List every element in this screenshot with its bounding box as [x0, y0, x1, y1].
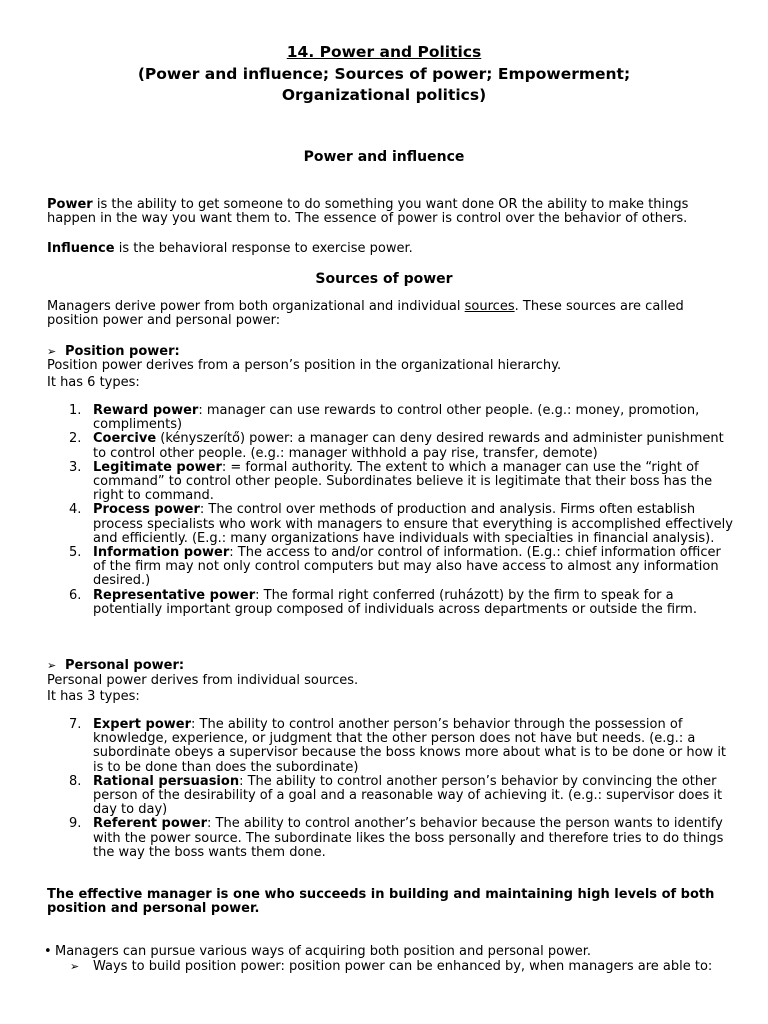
list-item-text: : The formal right conferred (ruházott) by the firm to speak for a potentially important group composed of individuals across departments or outside the firm. — [93, 587, 697, 617]
position-power-list — [47, 404, 737, 617]
arrow-bullet-icon: ➢ — [70, 960, 80, 973]
list-item-text: : The access to and/or control of information. (E.g.: chief information officer of the firm may not only control computers but may also have access to almost any information desired.) — [93, 545, 721, 589]
list-item-text: : = formal authority. The extent to which a manager can use the “right of command” to control other people. Subordinates believe it is legitimate that their boss has the right to command. — [93, 459, 713, 504]
list-item — [47, 404, 737, 432]
power-text: is the ability to get someone to do something you want done OR the ability to make things happen in the way you want them to. The essence of power is control over the behavior of others. — [47, 197, 689, 227]
sub-bullet-item-text: Ways to build position power: position power can be enhanced by, when managers are able to: — [93, 959, 713, 974]
arrow-bullet-icon: ➢ — [47, 345, 57, 358]
list-item-number: 4. — [69, 502, 82, 518]
heading-sources-of-power: Sources of power — [315, 271, 453, 287]
power-term: Power — [47, 197, 93, 212]
list-item-term: Process power — [93, 502, 200, 518]
list-item — [47, 817, 737, 860]
list-item-number: 5. — [69, 545, 82, 561]
power-definition — [47, 198, 737, 226]
bullet-item-text: Managers can pursue various ways of acquiring both position and personal power. — [55, 944, 592, 959]
list-item-text: : The ability to control another person’s behavior by convincing the other person of the desirability of a goal and a reasonable way of achieving it. (e.g.: supervisor does it day to day) — [93, 773, 723, 818]
document-subtitle-line2: Organizational politics) — [281, 86, 487, 104]
list-item-number: 2. — [69, 431, 82, 447]
list-item-term: Information power — [93, 545, 230, 561]
effective-manager-statement: The effective manager is one who succeeds in building and maintaining high levels of both position and personal power. — [47, 887, 715, 917]
personal-power-heading — [47, 659, 184, 673]
list-item — [47, 503, 737, 546]
list-item-number: 8. — [69, 773, 82, 789]
list-item-number: 6. — [69, 587, 82, 603]
sources-intro — [47, 300, 737, 328]
list-item-term: Legitimate power — [93, 459, 222, 475]
list-item — [47, 461, 737, 504]
bullet-dot-icon: • — [44, 944, 52, 959]
sources-intro-text-1: Managers derive power from both organizational and individual — [47, 299, 465, 314]
personal-power-list — [47, 718, 737, 860]
list-item-text: (kényszerítő) power: a manager can deny desired rewards and administer punishment to control other people. (e.g.: manager withhold a pay rise, transfer, demote) — [93, 431, 724, 461]
list-item — [47, 718, 737, 775]
bullet-item — [44, 945, 744, 959]
personal-power-desc: Personal power derives from individual sources. — [47, 673, 359, 688]
influence-definition — [47, 242, 737, 256]
influence-term: Influence — [47, 241, 115, 256]
list-item-text: : The control over methods of production and analysis. Firms often establish process specialists who work with managers to ensure that everything is accomplished effectively and efficiently. (E.g.: many organizations have individuals with specialties in financial analysis). — [93, 502, 733, 546]
sub-bullet-item — [70, 960, 760, 974]
list-item-number: 7. — [69, 717, 82, 732]
list-item-term: Reward power — [93, 403, 199, 418]
document-subtitle-line1: (Power and influence; Sources of power; Empowerment; — [137, 65, 631, 83]
sources-link[interactable]: sources — [464, 299, 515, 314]
list-item-term: Expert power — [93, 717, 192, 732]
position-power-heading-label: Position power: — [65, 344, 180, 359]
document-title: 14. Power and Politics — [286, 43, 482, 61]
list-item-term: Referent power — [93, 816, 207, 832]
personal-power-types-count: It has 3 types: — [47, 689, 140, 704]
heading-power-and-influence: Power and influence — [303, 149, 465, 165]
personal-power-heading-label: Personal power: — [65, 658, 185, 673]
list-item-text: : The ability to control another’s behavior because the person wants to identify with the power source. The subordinate likes the boss personally and therefore tries to do things the way the boss wants them done. — [93, 816, 724, 860]
sources-intro-text-2: . These sources are called position power and personal power: — [47, 299, 684, 329]
list-item — [47, 432, 737, 460]
influence-text: is the behavioral response to exercise power. — [114, 241, 413, 256]
list-item — [47, 775, 737, 818]
list-item-text: : The ability to control another person’s behavior through the possession of knowledge, experience, or judgment that the other person does not have but needs. (e.g.: a subordinate obeys a supervisor because the boss knows more about what is to be done or how it is to be done than does the subordinate) — [93, 717, 727, 775]
list-item-number: 3. — [69, 459, 82, 475]
list-item — [47, 546, 737, 589]
position-power-desc: Position power derives from a person’s position in the organizational hierarchy. — [47, 358, 562, 373]
list-item-term: Representative power — [93, 587, 256, 603]
list-item-text: : manager can use rewards to control other people. (e.g.: money, promotion, compliments) — [93, 403, 700, 433]
position-power-types-count: It has 6 types: — [47, 375, 140, 390]
list-item-term: Coercive — [93, 431, 157, 447]
arrow-bullet-icon: ➢ — [47, 659, 57, 672]
list-item-term: Rational persuasion — [93, 773, 240, 789]
list-item-number: 1. — [69, 403, 82, 418]
list-item — [47, 589, 737, 617]
list-item-number: 9. — [69, 816, 82, 832]
